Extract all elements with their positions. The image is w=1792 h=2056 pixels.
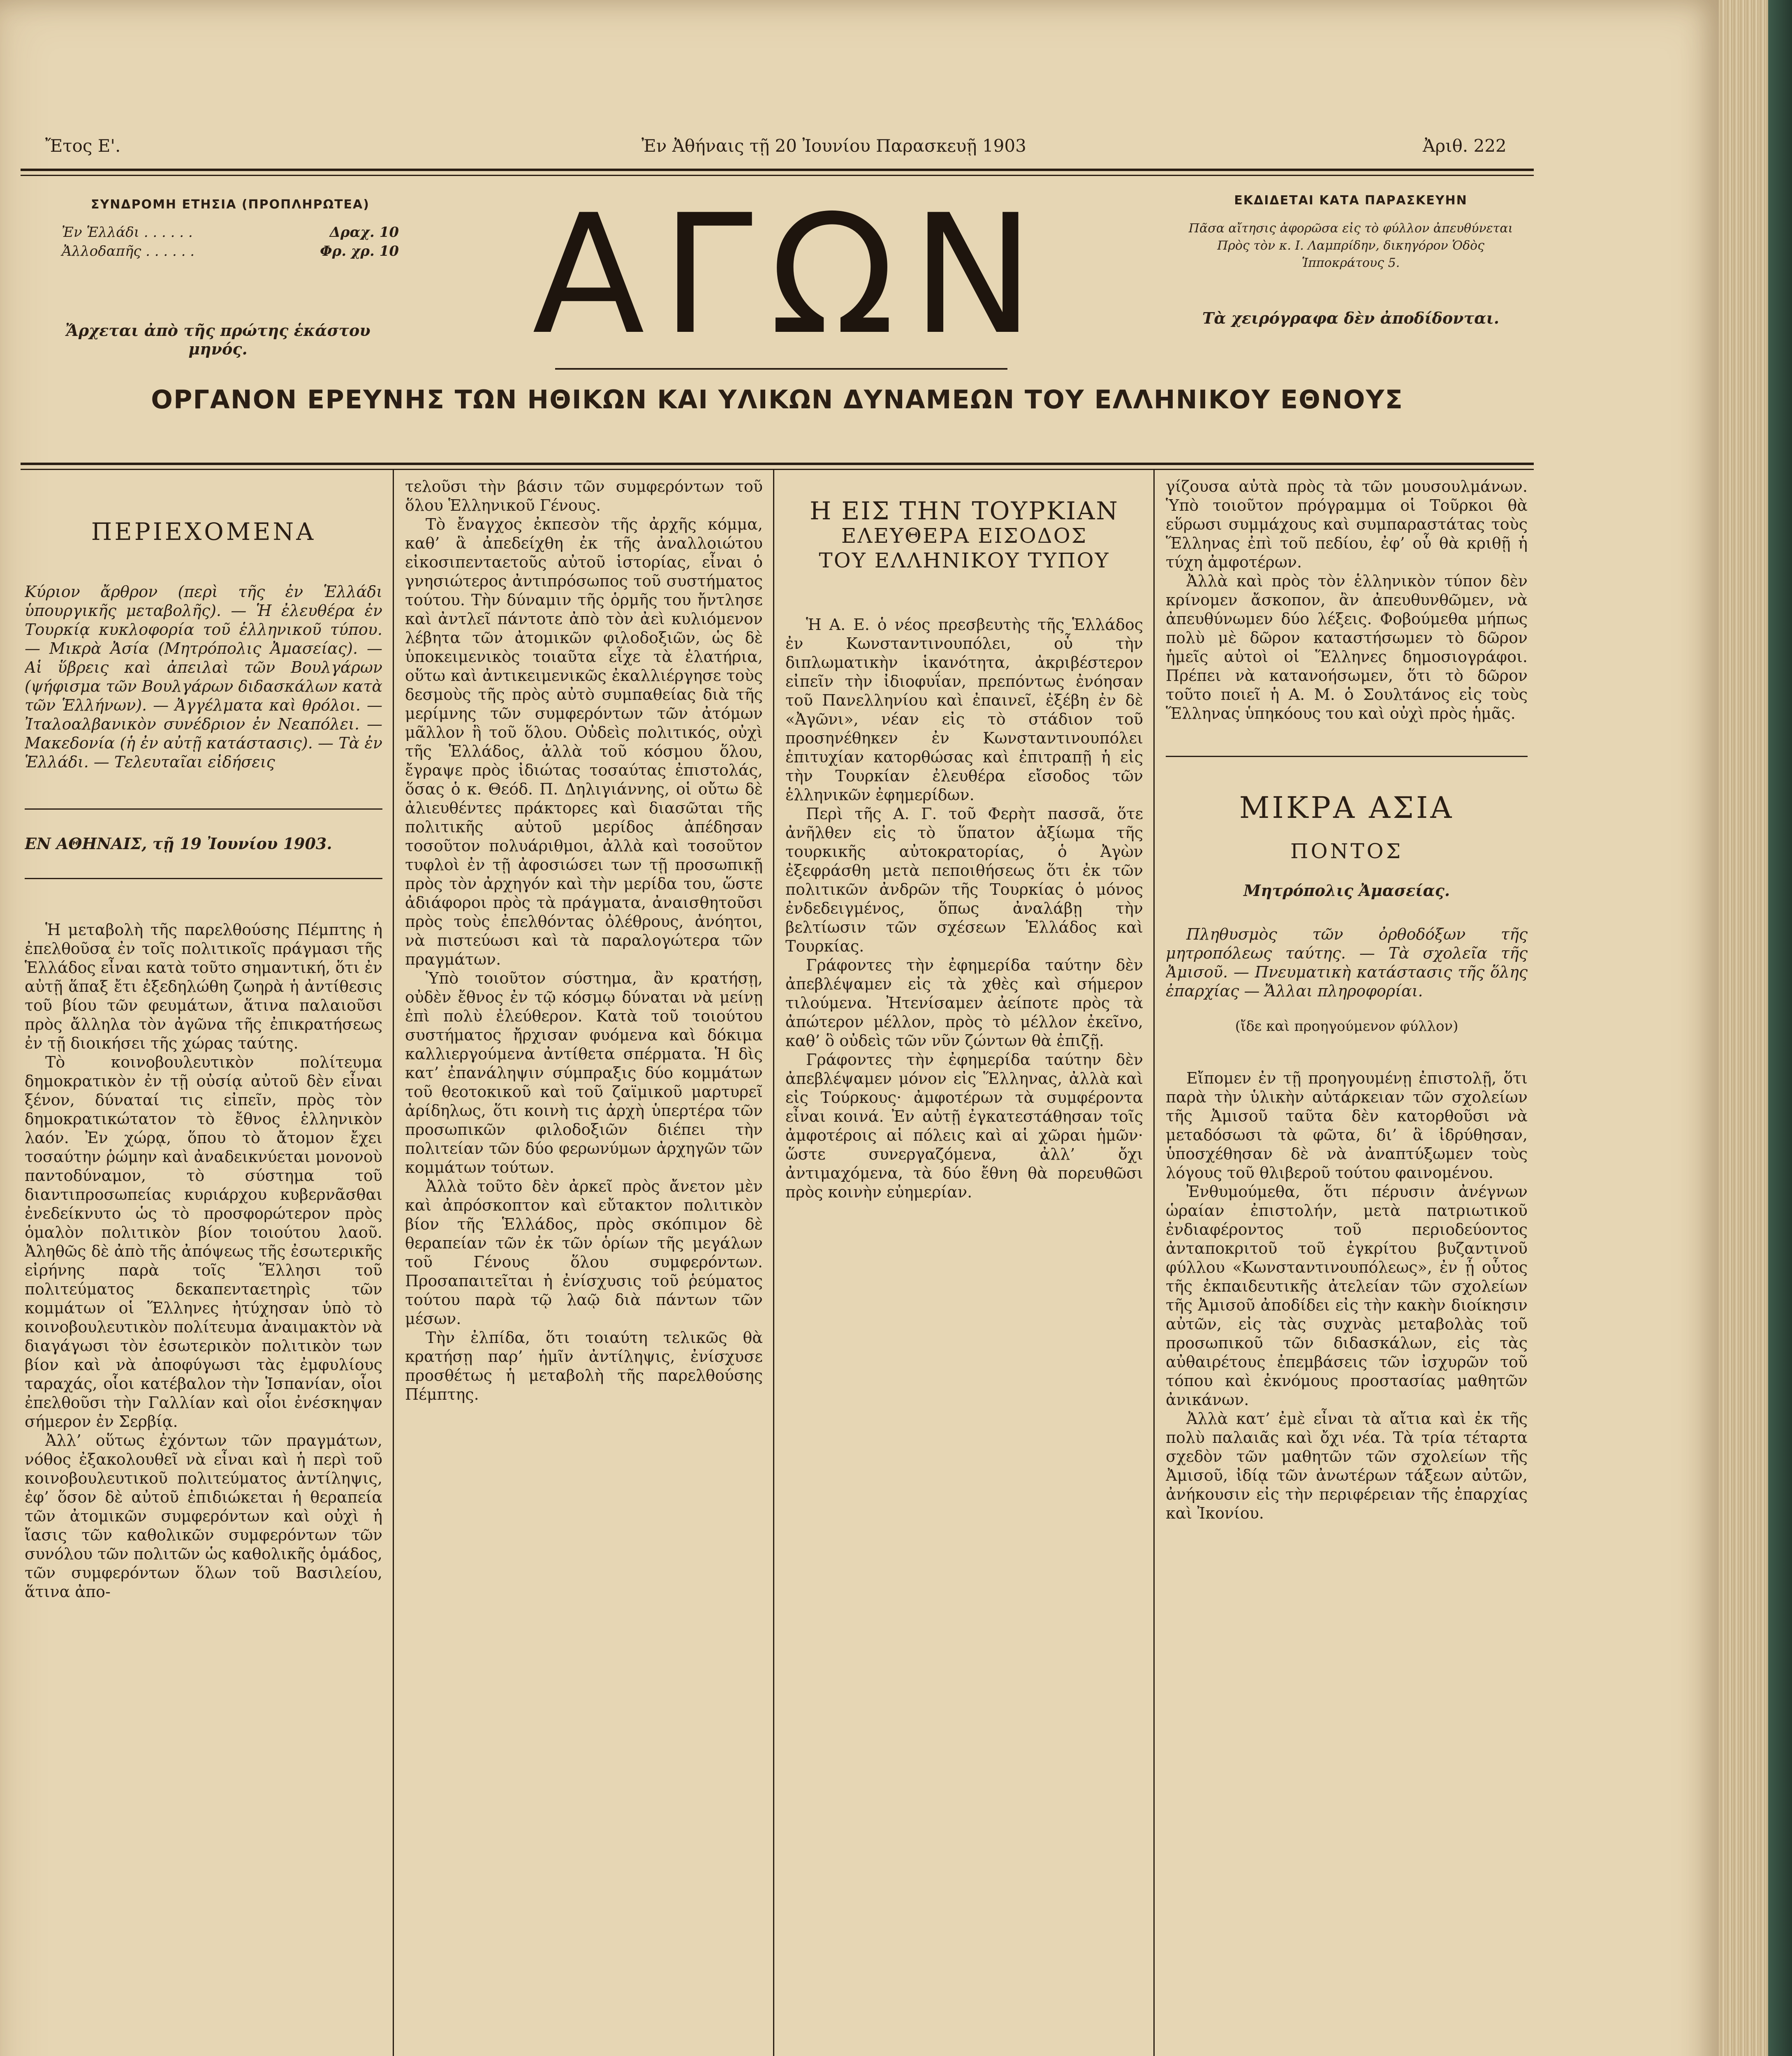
- header-rule-top-thin: [21, 175, 1534, 176]
- article-title-line-1: Η ΕΙΣ ΤΗΝ ΤΟΥΡΚΙΑΝ: [810, 497, 1119, 526]
- editorial-paragraph-3: Ἀλλ’ οὕτως ἐχόντων τῶν πραγμάτων, νόθος ἐξακολουθεῖ νὰ εἶναι καὶ ἡ περὶ τοῦ κοινοβουλευτικοῦ πολιτεύματος ἀντίληψις, ἐφ’ ὅσον δὲ αὐτοῦ ἐπιδιώκεται ἡ θεραπεία τῶν ἀτομικῶν συμφερόντων καὶ οὐχὶ ἡ ἴασις τῶν καθολικῶν συμφερόντων τῶν συνόλου τῶν πολιτῶν ὡς καθολικῆς ὁμάδος, τῶν συμφερόντων ὅλων τοῦ Βασιλείου, ἅτινα ἀπο-: [25, 1431, 382, 1601]
- article-paragraph-1: Ἡ Α. Ε. ὁ νέος πρεσβευτὴς τῆς Ἑλλάδος ἐν Κωνσταντινουπόλει, οὗ τὴν διπλωματικὴν ἱκανότητα, ἀκριβέστερον εἰπεῖν τὴν ἰδιοφυΐαν, πρεπόντως ἐνόησαν τοῦ Πανελληνίου καὶ ἐπαινεῖ, ἐξέβη ἐν δὲ «Ἀγῶνι», νέαν εἰς τὸ στάδιον τοῦ προσηνέθηκεν ἐν Κωνσταντινουπόλει ἐπιτυχίαν κατορθώσας καὶ ἐπιτραπῇ ἡ εἰς τὴν Τουρκίαν ἐλευθέρα εἴσοδος τῶν ἑλληνικῶν ἐφημερίδων.: [785, 616, 1143, 804]
- editorial-cont-paragraph-2: Τὸ ἔναγχος ἐκπεσὸν τῆς ἀρχῆς κόμμα, καθ’ ἃ ἀπεδείχθη ἐκ τῆς ἀναλλοιώτου εἰκοσιπενταετοῦς αὐτοῦ ἱστορίας, εἶναι ὁ γνησιώτερος ἀντιπρόσωπος τοῦ συστήματος τούτου. Τὴν δύναμιν τῆς ὁρμῆς του ἤντλησε καὶ ἀντλεῖ πάντοτε ἀπὸ τὸν ἀεὶ κυλιόμενον λέβητα τῶν ἀτομικῶν φιλοδοξιῶν, ὡς δὲ ὑποκειμενικὸς τοιαῦτα εἶχε τὰ ἐλατήρια, οὕτω καὶ ἀντικειμενικῶς ἐκαλλιέργησε τοὺς δεσμοὺς τῆς πρὸς αὐτὸ συμπαθείας διὰ τῆς μερίμνης τῶν συμφερόντων τῶν ἀτόμων μᾶλλον ἢ τοῦ ὅλου. Οὐδεὶς πολιτικός, οὐχὶ τῆς Ἑλλάδος, ἀλλὰ τοῦ κόσμου ὅλου, ἔγραψε πρὸς ἰδιώτας τοσαύτας ἐπιστολάς, ὅσας ὁ κ. Θεόδ. Π. Δηλιγιάννης, οἱ οὔτω δὲ ἀλιευθέντες πράκτορες καὶ διασῶται τῆς πολιτικῆς αὐτοῦ μερίδος ἀπέδησαν τοσοῦτον πολυάριθμοι, ἀλλὰ καὶ τοσοῦτον τυφλοὶ ἐν τῇ ἀφοσιώσει των τῇ προσωπικῇ πρὸς τὸν ἀρχηγόν καὶ τὴν μερίδα του, ὥστε ἀδιάφοροι πρὸς τὰ πράγματα, ἀναισθητοῦσι πρὸς τοὺς ἐπελθόντας ὀλέθρους, ἀνόητοι, νὰ πιστεύωσι καὶ τὰ παραλογώτερα τῶν πραγμάτων.: [405, 515, 763, 968]
- article-paragraph-4: Γράφοντες τὴν ἐφημερίδα ταύτην δὲν ἀπεβλέψαμεν μόνον εἰς Ἕλληνας, ἀλλὰ καὶ εἰς Τούρκους· ἀμφοτέρων τὰ συμφέροντα εἶναι κοινά. Ἐν αὐτῇ ἐγκατεστάθησαν τοῖς ἀμφοτέροις αἱ πόλεις καὶ αἱ χῶραι ἡμῶν· ὥστε συνεργαζόμενα, ἀλλ’ ὄχι ἀντιμαχόμενα, τὰ δύο ἔθνη θὰ πορευθῶσι πρὸς κοινὴν εὐημερίαν.: [785, 1051, 1143, 1201]
- masthead-underline: [555, 368, 1007, 370]
- column-rule-3: [1153, 469, 1155, 2056]
- section-paragraph-3: Ἀλλὰ κατ’ ἐμὲ εἶναι τὰ αἴτια καὶ ἐκ τῆς πολὺ παλαιᾶς καὶ ὄχι νέα. Τὰ τρία τέταρτα σχεδὸν τῶν μαθητῶν τῶν σχολείων τῆς Ἀμισοῦ, ἰδίᾳ τῶν ἀνωτέρων τάξεων αὐτῶν, ἀνήκουσιν εἰς τὴν περιφέρειαν τῆς ἐπαρχίας καὶ Ἰκονίου.: [1166, 1410, 1528, 1522]
- editorial-dateline: ΕΝ ΑΘΗΝΑΙΣ, τῇ 19 Ἰουνίου 1903.: [25, 834, 332, 853]
- sub-greece-price: Δραχ. 10: [329, 224, 399, 241]
- article-paragraph-2: Περὶ τῆς Α. Γ. τοῦ Φερὴτ πασσᾶ, ὅτε ἀνῆλθεν εἰς τὸ ὕπατον ἀξίωμα τῆς τουρκικῆς αὐτοκρατορίας, ὁ Ἀγὼν ἐξεφράσθη μετὰ πεποιθήσεως ὅτι ἐκ τῶν πολιτικῶν ἀνδρῶν τῆς Τουρκίας ὁ μόνος ἐνδεδειγμένος, ὅπως ἀναλάβῃ τὴν βελτίωσιν τῶν σχέσεων Ἑλλάδος καὶ Τουρκίας.: [785, 805, 1143, 955]
- book-binding-edge: [1719, 0, 1792, 2056]
- issue-number: Ἀριθ. 222: [1423, 136, 1507, 156]
- editorial-cont-paragraph-1: τελοῦσι τὴν βάσιν τῶν συμφερόντων τοῦ ὅλου Ἑλληνικοῦ Γένους.: [405, 477, 763, 514]
- section-note: (ἴδε καὶ προηγούμενον φύλλον): [1235, 1018, 1459, 1035]
- dateline: Ἐν Ἀθήναις τῇ 20 Ἰουνίου Παρασκευῇ 1903: [641, 136, 1026, 156]
- subscription-block: [62, 197, 399, 358]
- column-3: [785, 477, 1143, 2056]
- header-rule-top: [21, 169, 1534, 171]
- column-1: [25, 477, 382, 2056]
- editorial-cont-paragraph-4: Ἀλλὰ τοῦτο δὲν ἀρκεῖ πρὸς ἄνετον μὲν καὶ ἀπρόσκοπτον καὶ εὔτακτον πολιτικὸν βίον τῆς Ἑλλάδος, πρὸς σκόπιμον δὲ θεραπείαν τῶν ἐκ τῶν ὁρίων τῆς μεγάλων τοῦ Γένους ὅλου συμφερόντων. Προσαπαιτεῖται ἡ ἐνίσχυσις τοῦ ῥεύματος τούτου παρὰ τῷ λαῷ διὰ πάντων τῶν μέσων.: [405, 1177, 763, 1328]
- column-2: [405, 477, 763, 2056]
- section-paragraph-2: Ἐνθυμούμεθα, ὅτι πέρυσιν ἀνέγνων ὡραίαν ἐπιστολήν, μετὰ πατριωτικοῦ ἐνδιαφέροντος τοῦ περιοδεύοντος ἀνταποκριτοῦ τοῦ ἐγκρίτου βυζαντινοῦ φύλλου «Κωνσταντινουπόλεως», ἐν ᾗ οὗτος τῆς ἐκπαιδευτικῆς ἀτελείαν τῶν σχολείων τῆς Ἀμισοῦ ἀποδίδει εἰς τὴν κακὴν διοίκησιν αὐτῶν, εἰς τὰς συχνὰς μεταβολὰς τοῦ προσωπικοῦ τῶν διδασκάλων, εἰς τὰς αὐθαιρέτους ἐπεμβάσεις τῶν ἰσχυρῶν τοῦ τόπου καὶ ἐκνόμους προστασίας μαθητῶν ἀνικάνων.: [1166, 1183, 1528, 1409]
- contents-title: ΠΕΡΙΕΧΟΜΕΝΑ: [91, 518, 316, 546]
- sub-greece-label: Ἐν Ἑλλάδι . . . . . .: [62, 224, 193, 241]
- sub-abroad-price: Φρ. χρ. 10: [320, 243, 399, 259]
- newspaper-subtitle: ΟΡΓΑΝΟΝ ΕΡΕΥΝΗΣ ΤΩΝ ΗΘΙΚΩΝ ΚΑΙ ΥΛΙΚΩΝ ΔΥΝΑΜΕΩΝ ΤΟΥ ΕΛΛΗΝΙΚΟΥ ΕΘΝΟΥΣ: [151, 384, 1403, 414]
- year-label: Ἔτος Ε'.: [45, 136, 121, 156]
- editorial-cont-paragraph-3: Ὑπὸ τοιοῦτον σύστημα, ἂν κρατήσῃ, οὐδὲν ἔθνος ἐν τῷ κόσμῳ δύναται νὰ μείνῃ ἐπὶ πολὺ ἐλεύθερον. Κατὰ τοῦ τοιούτου συστήματος ἤρχισαν φυόμενα καὶ δόκιμα καλλιεργούμενα ἀντίθετα σπέρματα. Ἡ δὶς κατ’ ἐπανάληψιν σύμπραξις δύο κομμάτων τοῦ θεοτοκικοῦ καὶ τοῦ ζαϊμικοῦ μαρτυρεῖ ἀρίδηλως, ὅτι κοινὴ τις ἀρχὴ ὑπερτέρα τῶν προσωπικῶν φιλοδοξιῶν διέπει τὴν πολιτείαν τῶν δύο φερωνύμων ἀρχηγῶν τῶν κομμάτων τούτων.: [405, 969, 763, 1176]
- contents-rule: [25, 808, 382, 810]
- header-rule-bottom: [21, 463, 1534, 465]
- subscription-note: Ἄρχεται ἀπὸ τῆς πρώτης ἑκάστου μηνός.: [65, 321, 370, 358]
- article-title-line-3: ΤΟΥ ΕΛΛΗΝΙΚΟΥ ΤΥΠΟΥ: [819, 549, 1110, 572]
- sub-abroad-label: Ἀλλοδαπῆς . . . . . .: [62, 243, 194, 259]
- editorial-rule: [25, 878, 382, 879]
- column-4: [1166, 477, 1528, 2056]
- manuscripts-note: Τὰ χειρόγραφα δὲν ἀποδίδονται.: [1202, 309, 1499, 327]
- header-rule-bottom-thin: [21, 469, 1534, 470]
- book-cover-edge: [1768, 0, 1792, 2056]
- section-rule: [1166, 756, 1528, 757]
- column-rule-1: [393, 469, 394, 2056]
- publishes-note: Πᾶσα αἴτησις ἀφορῶσα εἰς τὸ φύλλον ἀπευθύνεται Πρὸς τὸν κ. Ι. Λαμπρίδην, δικηγόρον Ὁδὸς Ἱπποκράτους 5.: [1188, 221, 1513, 270]
- section-intro: Πληθυσμὸς τῶν ὀρθοδόξων τῆς μητροπόλεως ταύτης. — Τὰ σχολεῖα τῆς Ἀμισοῦ. — Πνευματικὴ κατάστασις τῆς ὅλης ἐπαρχίας — Ἄλλαι πληροφορίαι.: [1166, 925, 1528, 1000]
- section-paragraph-1: Εἴπομεν ἐν τῇ προηγουμένῃ ἐπιστολῇ, ὅτι παρὰ τὴν ὑλικὴν αὐτάρκειαν τῶν σχολείων τῆς Ἀμισοῦ ταῦτα δὲν κατορθοῦσι νὰ μεταδόσωσι τὰ φῶτα, δι’ ἃ ἱδρύθησαν, ὑποσχέθησαν δὲ νὰ ἀναπτύξωμεν τοὺς λόγους τοῦ θλιβεροῦ τούτου φαινομένου.: [1166, 1069, 1528, 1182]
- publishes-title: ΕΚΔΙΔΕΤΑΙ ΚΑΤΑ ΠΑΡΑΣΚΕΥΗΝ: [1234, 193, 1468, 208]
- subscription-title: ΣΥΝΔΡΟΜΗ ΕΤΗΣΙΑ (ΠΡΟΠΛΗΡΩΤΕΑ): [91, 197, 370, 212]
- column-rule-2: [773, 469, 774, 2056]
- article-cont-paragraph-1: γίζουσα αὐτὰ πρὸς τὰ τῶν μουσουλμάνων. Ὑπὸ τοιοῦτον πρόγραμμα οἱ Τοῦρκοι θὰ εὕρωσι συμμάχους καὶ συμπαραστάτας τοὺς Ἕλληνας ἐπὶ τοῦ πεδίου, ἐφ’ οὗ θὰ κριθῇ ἡ τύχη ἀμφοτέρων.: [1166, 477, 1528, 571]
- editorial-paragraph-1: Ἡ μεταβολὴ τῆς παρελθούσης Πέμπτης ἡ ἐπελθοῦσα ἐν τοῖς πολιτικοῖς πράγμασι τῆς Ἑλλάδος εἶναι κατὰ τοῦτο σημαντική, ὅτι ἐν αὐτῇ ἅπαξ ἔτι ἐξεδηλώθη ζωηρὰ ἡ ἀντίθεσις τοῦ βίου τῶν φευμάτων, ἅτινα παλαιοῦσι πρὸς ἄλληλα τὸν ἀγῶνα τῆς ἐπικρατήσεως ἐν τῇ διοικήσει τῆς χώρας ταύτης.: [25, 921, 382, 1052]
- masthead-title: ΑΓΩΝ: [532, 180, 1051, 371]
- article-title-line-2: ΕΛΕΥΘΕΡΑ ΕΙΣΟΔΟΣ: [841, 524, 1088, 548]
- publisher-block: [1176, 193, 1526, 327]
- section-subtitle: ΠΟΝΤΟΣ: [1290, 839, 1403, 863]
- editorial-paragraph-2: Τὸ κοινοβουλευτικὸν πολίτευμα δημοκρατικὸν ἐν τῇ οὐσίᾳ αὐτοῦ δὲν εἶναι ξένον, δύναταί τις εἰπεῖν, πρὸς τὸν δημοκρατικώτατον τὸ ἔθνος ἑλληνικὸν λαόν. Ἐν χώρᾳ, ὅπου τὸ ἄτομον ἔχει τοσαύτην ῥώμην καὶ ἀναδεικνύεται μονονοὺ παντοδύναμον, τὸ σύστημα τοῦ διαντιπροσωπείας κυριάρχου κυβερνᾶσθαι ἐνεδείκνυτο ὡς τὸ προσφορώτερον πρὸς ὁμαλὸν πολιτικὸν βίον τοιούτου λαοῦ. Ἀληθῶς δὲ ἀπὸ τῆς ἀπόψεως τῆς ἐσωτερικῆς εἰρήνης παρὰ τοῖς Ἕλλησι τοῦ πολιτεύματος δεκαπενταετηρὶς τῶν κομμάτων οἱ Ἕλληνες ἠτύχησαν ὑπὸ τὸ κοινοβουλευτικὸν πολίτευμα ἀναιμακτὸν νὰ διαγάγωσι τὸν ἐσωτερικὸν πολιτικὸν των βίον καὶ νὰ ἀποφύγωσι τὰς ἐμφυλίους ταραχάς, οἷοι κατέβαλον τὴν Ἱσπανίαν, οἷοι ἐπελθοῦσι τὴν Γαλλίαν καὶ οἷοι ἐνέσκηψαν σήμερον ἐν Σερβίᾳ.: [25, 1053, 382, 1431]
- section-diocese: Μητρόπολις Ἀμασείας.: [1243, 881, 1450, 900]
- article-paragraph-3: Γράφοντες τὴν ἐφημερίδα ταύτην δὲν ἀπεβλέψαμεν εἰς τὰ χθὲς καὶ σήμερον τιλούμενα. Ἠτενίσαμεν ἀείποτε πρὸς τὰ ἀπώτερον μέλλον, πρὸς τὸ μέλλον ἐκεῖνο, καθ’ ὃ οὐδεὶς τῶν νῦν ζώντων θὰ ἐπιζῇ.: [785, 956, 1143, 1050]
- article-cont-paragraph-2: Ἀλλὰ καὶ πρὸς τὸν ἑλληνικὸν τύπον δὲν κρίνομεν ἄσκοπον, ἂν ἀπευθυνθῶμεν, νὰ ἀπευθύνωμεν δύο λέξεις. Φοβούμεθα μήπως πολὺ μὲ δῶρον καταστήσωμεν τὸ δῶρον ἡμεῖς αὐτοὶ οἱ Ἕλληνες δημοσιογράφοι. Πρέπει νὰ κατανοήσωμεν, ὅτι τὸ δῶρον τοῦτο ποιεῖ ἡ Α. Μ. ὁ Σουλτάνος εἰς τοὺς Ἕλληνας ὑπηκόους του καὶ οὐχὶ πρὸς ἡμᾶς.: [1166, 572, 1528, 722]
- contents-text: Κύριον ἄρθρον (περὶ τῆς ἐν Ἑλλάδι ὑπουργικῆς μεταβολῆς). — Ἡ ἐλευθέρα ἐν Τουρκίᾳ κυκλοφορία τοῦ ἑλληνικοῦ τύπου. — Μικρὰ Ἀσία (Μητρόπολις Ἀμασείας). — Αἱ ὕβρεις καὶ ἀπειλαὶ τῶν Βουλγάρων (ψήφισμα τῶν Βουλγάρων διδασκάλων κατὰ τῶν Ἑλλήνων). — Ἀγγέλματα καὶ θρόλοι. — Ἰταλοαλβανικὸν συνέδριον ἐν Νεαπόλει. — Μακεδονία (ἡ ἐν αὐτῇ κατάστασις). — Τὰ ἐν Ἑλλάδι. — Τελευταῖαι εἰδήσεις: [25, 583, 382, 771]
- editorial-cont-paragraph-5: Τὴν ἐλπίδα, ὅτι τοιαύτη τελικῶς θὰ κρατήσῃ παρ’ ἡμῖν ἀντίληψις, ἐνίσχυσε προσθέτως ἡ μεταβολὴ τῆς παρελθούσης Πέμπτης.: [405, 1329, 763, 1403]
- section-title: ΜΙΚΡΑ ΑΣΙΑ: [1239, 790, 1454, 825]
